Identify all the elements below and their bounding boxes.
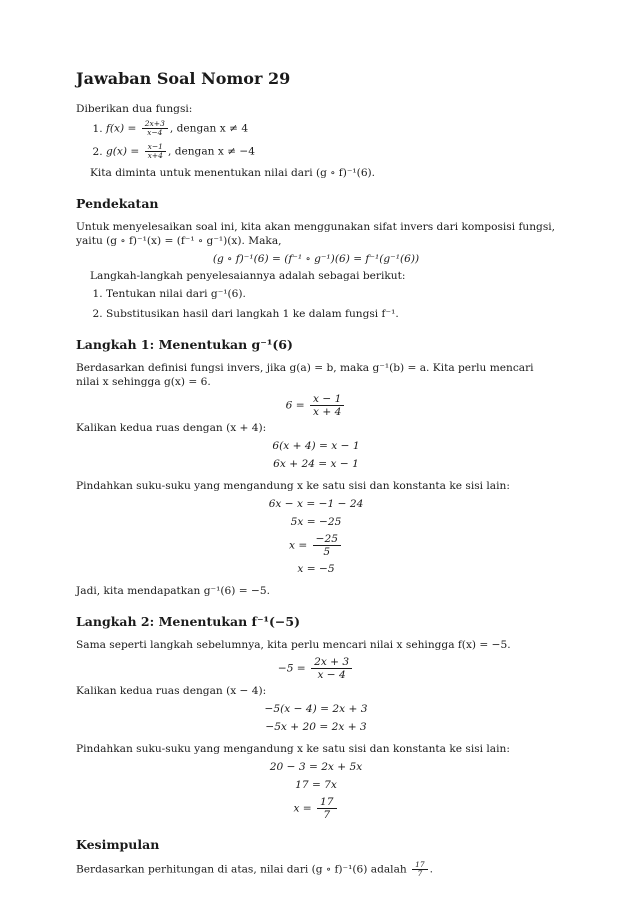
step1-main-fraction bbox=[310, 393, 344, 418]
function-g bbox=[106, 143, 556, 160]
document-page bbox=[76, 70, 556, 882]
function-g-fraction bbox=[145, 143, 166, 160]
conclusion-text: Berdasarkan perhitungan di atas, nilai dari (g ∘ f)⁻¹(6) adalah bbox=[76, 863, 407, 876]
approach-text: Untuk menyelesaikan soal ini, kita akan menggunakan sifat invers dari komposisi fungsi, yaitu (g ∘ f)⁻¹(x) = (f⁻¹ ∘ g⁻¹)(x). Maka, bbox=[76, 221, 556, 247]
conclusion-paragraph bbox=[76, 861, 556, 878]
step1-multiply-text: Kalikan kedua ruas dengan (x + 4): bbox=[76, 422, 267, 434]
step-item: 2. Substitusikan hasil dari langkah 1 ke dalam fungsi f⁻¹. bbox=[106, 307, 556, 321]
equation-row: 6x − x = −1 − 24 bbox=[268, 498, 364, 510]
function-f-denominator: x−4 bbox=[147, 128, 163, 137]
equation-row: 17 = 7x bbox=[295, 779, 337, 791]
step1-result: Jadi, kita mendapatkan g⁻¹(6) = −5. bbox=[76, 585, 270, 597]
equation-row: 6x + 24 = x − 1 bbox=[273, 458, 359, 470]
step2-heading: Langkah 2: Menentukan f⁻¹(−5) bbox=[76, 614, 301, 629]
function-list bbox=[76, 120, 556, 160]
function-g-label: g(x) = bbox=[106, 145, 140, 158]
step1-main-numerator: x − 1 bbox=[310, 393, 344, 406]
function-f-numerator: 2x+3 bbox=[142, 120, 168, 129]
step-item: 1. Tentukan nilai dari g⁻¹(6). bbox=[106, 287, 556, 301]
function-f-condition: , dengan x ≠ 4 bbox=[169, 122, 249, 135]
equation-row-fraction bbox=[76, 796, 556, 821]
step1-equations-b bbox=[76, 497, 556, 576]
step1-main-equation bbox=[76, 393, 556, 418]
step2-main-lhs: −5 = bbox=[277, 662, 306, 675]
task-text: Kita diminta untuk menentukan nilai dari (g ∘ f)⁻¹(6). bbox=[90, 167, 376, 179]
equation-row: 5x = −25 bbox=[290, 516, 342, 528]
conclusion-denominator: 7 bbox=[417, 869, 423, 878]
step2-frac-lhs: x = bbox=[293, 802, 312, 815]
step2-frac-numerator: 17 bbox=[317, 796, 336, 809]
function-g-denominator: x+4 bbox=[147, 151, 163, 160]
equation-row: −5x + 20 = 2x + 3 bbox=[265, 721, 367, 733]
function-g-numerator: x−1 bbox=[145, 143, 166, 152]
step2-move-text: Pindahkan suku-suku yang mengandung x ke satu sisi dan konstanta ke sisi lain: bbox=[76, 743, 510, 755]
step2-main-numerator: 2x + 3 bbox=[311, 656, 352, 669]
function-f-label: f(x) = bbox=[106, 122, 137, 135]
equation-row: −5(x − 4) = 2x + 3 bbox=[264, 703, 368, 715]
conclusion-heading: Kesimpulan bbox=[76, 837, 160, 852]
step2-frac-denominator: 7 bbox=[323, 809, 331, 821]
step2-multiply-text: Kalikan kedua ruas dengan (x − 4): bbox=[76, 685, 267, 697]
step1-frac-denominator: 5 bbox=[323, 546, 331, 558]
steps-intro: Langkah-langkah penyelesaiannya adalah sebagai berikut: bbox=[90, 270, 406, 282]
conclusion-numerator: 17 bbox=[412, 861, 428, 870]
step2-equations-b bbox=[76, 760, 556, 821]
function-g-condition: , dengan x ≠ −4 bbox=[167, 145, 256, 158]
equation-row: 20 − 3 = 2x + 5x bbox=[269, 761, 363, 773]
function-f-fraction bbox=[142, 120, 168, 137]
step1-heading: Langkah 1: Menentukan g⁻¹(6) bbox=[76, 337, 293, 352]
intro-text: Diberikan dua fungsi: bbox=[76, 103, 193, 115]
step1-move-text: Pindahkan suku-suku yang mengandung x ke satu sisi dan konstanta ke sisi lain: bbox=[76, 480, 510, 492]
approach-equation: (g ∘ f)⁻¹(6) = (f⁻¹ ∘ g⁻¹)(6) = f⁻¹(g⁻¹(6)) bbox=[212, 253, 420, 265]
step1-equations-a bbox=[76, 439, 556, 471]
step2-main-fraction bbox=[311, 656, 352, 681]
step1-frac-lhs: x = bbox=[289, 539, 308, 552]
step1-frac-numerator: −25 bbox=[313, 533, 341, 546]
approach-heading: Pendekatan bbox=[76, 196, 159, 211]
equation-row-fraction bbox=[76, 533, 556, 558]
function-f bbox=[106, 120, 556, 137]
equation-row: 6(x + 4) = x − 1 bbox=[272, 440, 360, 452]
step1-main-lhs: 6 = bbox=[285, 399, 305, 412]
page-title: Jawaban Soal Nomor 29 bbox=[76, 69, 291, 88]
equation-row: x = −5 bbox=[297, 563, 335, 575]
conclusion-fraction bbox=[412, 861, 428, 878]
step2-main-equation bbox=[76, 656, 556, 681]
step1-text: Berdasarkan definisi fungsi invers, jika g(a) = b, maka g⁻¹(b) = a. Kita perlu mencari nilai x sehingga g(x) = 6. bbox=[76, 362, 534, 388]
step2-solution-fraction bbox=[317, 796, 336, 821]
steps-list bbox=[76, 287, 556, 321]
step2-text: Sama seperti langkah sebelumnya, kita perlu mencari nilai x sehingga f(x) = −5. bbox=[76, 639, 511, 651]
step2-equations-a bbox=[76, 702, 556, 734]
step1-solution-fraction bbox=[313, 533, 341, 558]
step1-main-denominator: x + 4 bbox=[313, 406, 342, 418]
step2-main-denominator: x − 4 bbox=[317, 669, 346, 681]
conclusion-end: . bbox=[429, 863, 434, 876]
